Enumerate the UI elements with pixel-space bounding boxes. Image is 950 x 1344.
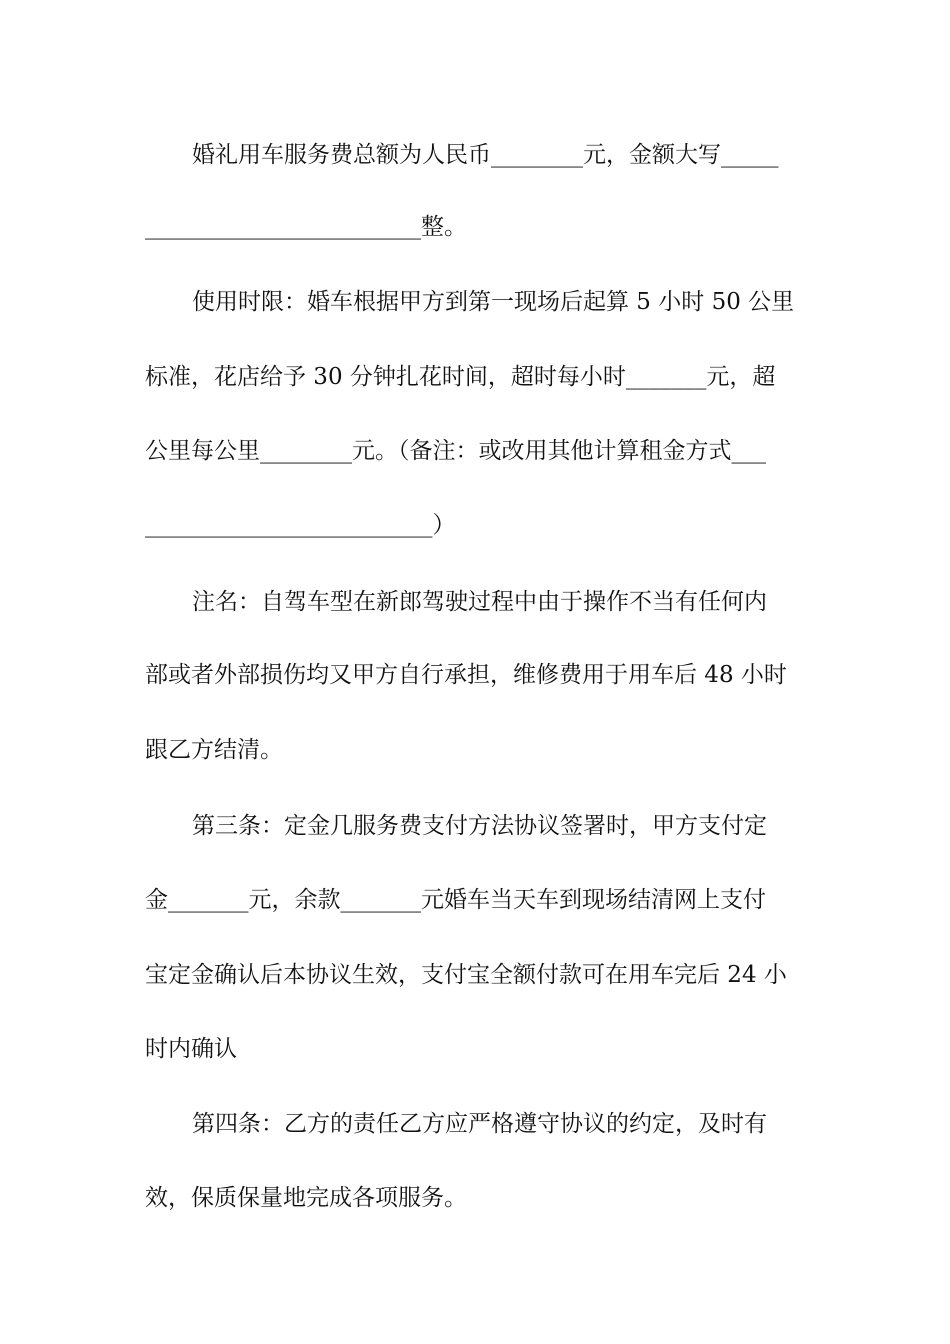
text-line: 第三条：定金几服务费支付方法协议签署时，甲方支付定 [192, 813, 767, 839]
text-line: 注名：自驾车型在新郎驾驶过程中由于操作不当有任何内 [192, 589, 767, 615]
text-line: ________________________整。 [145, 214, 467, 240]
text-line: _________________________） [145, 512, 456, 538]
text-line: 跟乙方结清。 [145, 737, 283, 763]
text-line: 公里每公里________元。（备注：或改用其他计算租金方式___ [145, 438, 766, 464]
text-line: 使用时限：婚车根据甲方到第一现场后起算 5 小时 50 公里 [192, 289, 795, 315]
text-line: 标准，花店给予 30 分钟扎花时间，超时每小时_______元，超 [145, 364, 776, 390]
text-line: 金_______元，余款_______元婚车当天车到现场结清网上支付 [145, 887, 766, 913]
text-line: 宝定金确认后本协议生效，支付宝全额付款可在用车完后 24 小 [145, 962, 787, 988]
text-line: 部或者外部损伤均又甲方自行承担，维修费用于用车后 48 小时 [145, 662, 787, 688]
text-line: 时内确认 [145, 1036, 237, 1062]
text-line: 第四条：乙方的责任乙方应严格遵守协议的约定，及时有 [192, 1111, 767, 1137]
text-line: 婚礼用车服务费总额为人民币________元，金额大写_____ [192, 142, 779, 168]
text-line: 效，保质保量地完成各项服务。 [145, 1185, 467, 1211]
